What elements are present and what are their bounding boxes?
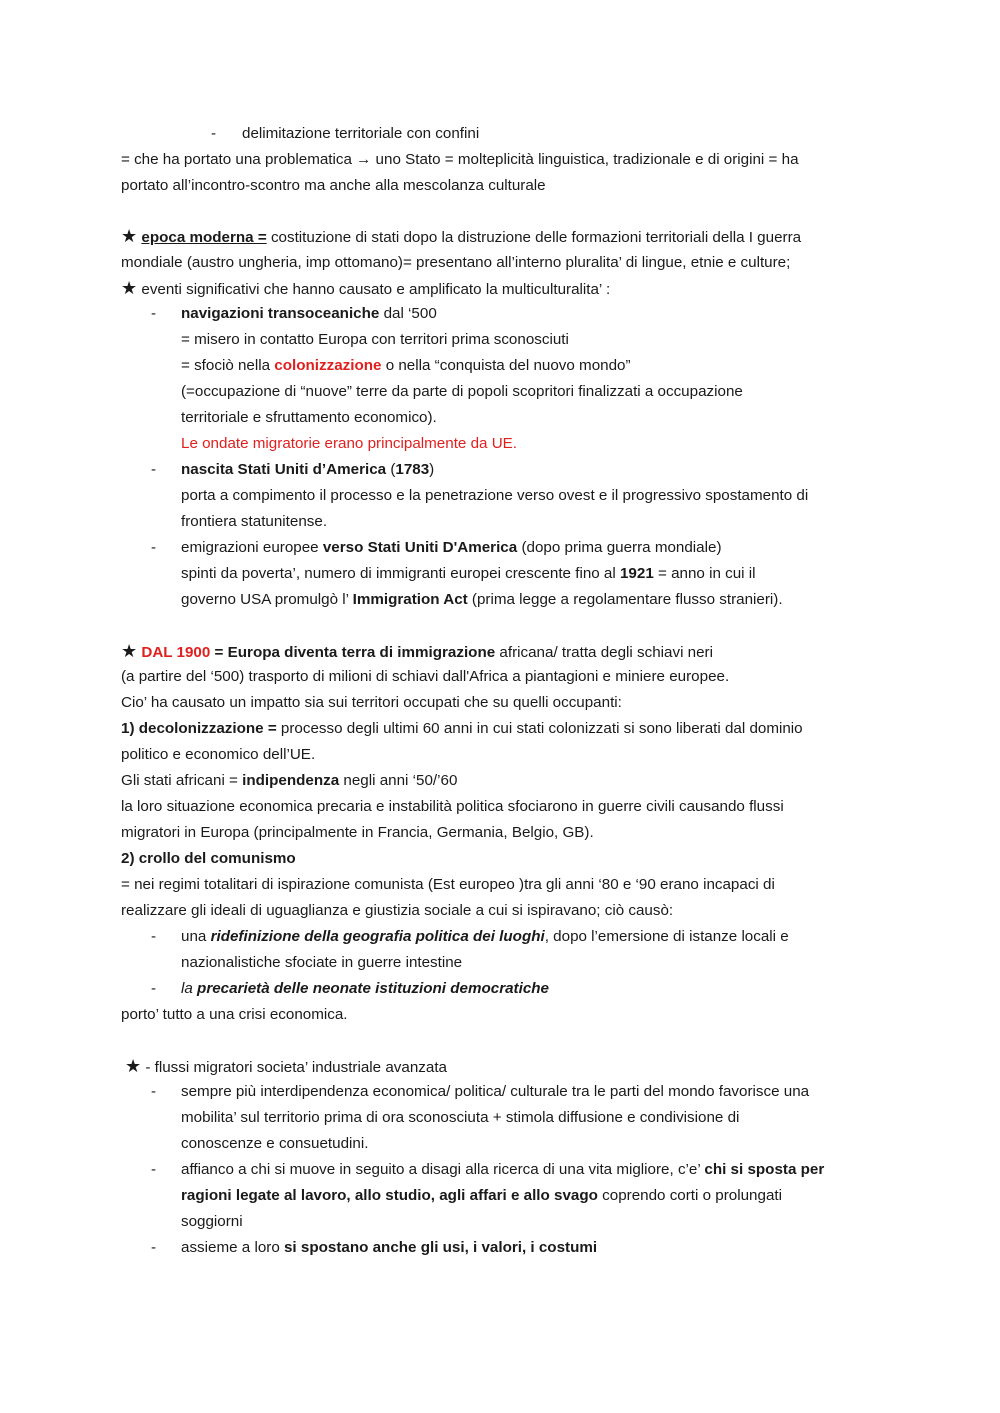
ridefinizione-term: ridefinizione della geografia politica dei luoghi (210, 928, 545, 945)
dal-1900-line (121, 641, 713, 663)
list-dash: - (151, 1083, 157, 1100)
text: processo degli ultimi 60 anni in cui stati colonizzati si sono liberati dal dominio (276, 720, 803, 737)
paragraph-line: Cio’ ha causato un impatto sia sui territori occupati che su quelli occupanti: (121, 694, 622, 711)
list-dash: - (151, 461, 157, 478)
emigrazioni-line (181, 538, 722, 558)
list-dash: - (151, 305, 157, 322)
text: = (210, 644, 228, 661)
list-dash: - (151, 1161, 157, 1178)
text: , dopo l’emersione di istanze locali e (544, 928, 789, 945)
text: emigrazioni europee (181, 539, 323, 556)
list-dash: - (211, 125, 217, 142)
text: una (181, 928, 211, 945)
text: (prima legge a regolamentare flusso stranieri). (467, 591, 783, 608)
decolonizzazione-line (121, 719, 803, 739)
epoca-moderna-heading: epoca moderna = (141, 229, 267, 246)
paragraph-line: politico e economico dell’UE. (121, 746, 316, 763)
precarieta-term: precarietà delle neonate istituzioni democratiche (197, 980, 549, 997)
list-dash: - (151, 980, 157, 997)
affianco-line (181, 1160, 824, 1180)
year-1921: 1921 (619, 565, 654, 582)
precarieta-line (181, 979, 549, 999)
epoca-moderna-line (121, 226, 801, 248)
ragioni-bold: ragioni legate al lavoro, allo studio, agli affari e allo svago (181, 1187, 598, 1204)
indipendenza-term: indipendenza (242, 772, 340, 789)
text: o nella “conquista del nuovo mondo” (381, 357, 631, 374)
assieme-line (181, 1238, 597, 1258)
paragraph-line: sempre più interdipendenza economica/ politica/ culturale tra le parti del mondo favorisce una (181, 1083, 810, 1100)
text: la (181, 980, 198, 997)
text: Gli stati africani = (121, 772, 243, 789)
colonizzazione-term: colonizzazione (274, 357, 382, 374)
list-dash: - (151, 1239, 157, 1256)
epoca-text: costituzione di stati dopo la distruzione delle formazioni territoriali della I guerra (266, 229, 802, 246)
star-icon: ★ (121, 641, 138, 661)
indipendenza-line (121, 771, 457, 791)
paragraph-line: = misero in contatto Europa con territori prima sconosciuti (181, 331, 569, 348)
nascita-title: nascita Stati Uniti d’America (181, 461, 387, 478)
paragraph-line: (a partire del ‘500) trasporto di milioni di schiavi dall'Africa a piantagioni e miniere europee. (121, 668, 730, 685)
paragraph-line: realizzare gli ideali di uguaglianza e giustizia sociale a cui si ispiravano; ciò causò: (121, 902, 674, 919)
ridefinizione-line (181, 927, 789, 947)
text: coprendo corti o prolungati (597, 1187, 782, 1204)
text: = sfociò nella (181, 357, 275, 374)
paragraph-line: (=occupazione di “nuove” terre da parte di popoli scopritori finalizzati a occupazione (181, 383, 743, 400)
paragraph-line: porto’ tutto a una crisi economica. (121, 1006, 348, 1023)
navigazioni-text: dal ‘500 (379, 305, 437, 322)
immigration-act-line (181, 590, 783, 610)
paragraph-line: porta a compimento il processo e la penetrazione verso ovest e il progressivo spostamento di (181, 487, 809, 504)
paragraph-line: territoriale e sfruttamento economico). (181, 409, 437, 426)
emigrazioni-bold: verso Stati Uniti D'America (322, 539, 518, 556)
navigazioni-title-line (181, 304, 437, 324)
star-icon: ★ (121, 278, 138, 298)
usi-valori-costumi-bold: si spostano anche gli usi, i valori, i costumi (283, 1239, 598, 1256)
flussi-heading-line (125, 1056, 447, 1078)
paragraph-line: frontiera statunitense. (181, 513, 328, 530)
list-dash: - (151, 539, 157, 556)
paragraph-line: = nei regimi totalitari di ispirazione comunista (Est europeo )tra gli anni ‘80 e ‘90 erano incapaci di (121, 876, 775, 893)
ondate-migratorie-note: Le ondate migratorie erano principalmente da UE. (181, 435, 518, 452)
year-1783: 1783 (395, 461, 430, 478)
text: ( (386, 461, 396, 478)
paragraph-line: migratori in Europa (principalmente in Francia, Germania, Belgio, GB). (121, 824, 594, 841)
eventi-line (121, 278, 610, 300)
text: assieme a loro (181, 1239, 284, 1256)
decolonizzazione-heading: 1) decolonizzazione = (121, 720, 277, 737)
poverta-line (181, 564, 756, 584)
immigration-act-term: Immigration Act (352, 591, 468, 608)
paragraph-line: mobilita’ sul territorio prima di ora sconosciuta + stimola diffusione e condivisione di (181, 1109, 740, 1126)
ragioni-line (181, 1186, 782, 1206)
navigazioni-title: navigazioni transoceaniche (181, 305, 380, 322)
text: spinti da poverta’, numero di immigranti europei crescente fino al (181, 565, 620, 582)
paragraph-line: soggiorni (181, 1213, 243, 1230)
list-item-confini: delimitazione territoriale con confini (242, 125, 480, 142)
text: affianco a chi si muove in seguito a disagi alla ricerca di una vita migliore, c’e’ (181, 1161, 705, 1178)
text: africana/ tratta degli schiavi neri (495, 644, 713, 661)
list-dash: - (151, 928, 157, 945)
text: = anno in cui il (653, 565, 756, 582)
text: governo USA promulgò l’ (181, 591, 353, 608)
text: ) (429, 461, 435, 478)
flussi-heading: - flussi migratori societa’ industriale avanzata (141, 1059, 447, 1076)
colonizzazione-line (181, 356, 631, 376)
eventi-text: eventi significativi che hanno causato e amplificato la multiculturalita’ : (141, 281, 611, 298)
paragraph-line: nazionalistiche sfociate in guerre intestine (181, 954, 463, 971)
paragraph-line: la loro situazione economica precaria e instabilità politica sfociarono in guerre civili causando flussi (121, 798, 784, 815)
star-icon: ★ (125, 1056, 142, 1076)
dal-1900-heading: DAL 1900 (141, 644, 211, 661)
nascita-title-line (181, 460, 434, 480)
text: (dopo prima guerra mondiale) (517, 539, 722, 556)
star-icon: ★ (121, 226, 138, 246)
paragraph-line: mondiale (austro ungheria, imp ottomano)= presentano all’interno pluralita’ di lingue, etnie e culture; (121, 254, 791, 271)
paragraph-line: conoscenze e consuetudini. (181, 1135, 369, 1152)
paragraph-line: portato all’incontro-scontro ma anche alla mescolanza culturale (121, 177, 546, 194)
crollo-comunismo-heading: 2) crollo del comunismo (121, 850, 296, 867)
chi-si-sposta-bold: chi si sposta per (704, 1161, 825, 1178)
paragraph-line: = che ha portato una problematica → uno Stato = molteplicità linguistica, tradizionale e di origini = ha (121, 151, 799, 168)
text: negli anni ‘50/’60 (339, 772, 458, 789)
europa-immigrazione-bold: Europa diventa terra di immigrazione (227, 644, 496, 661)
